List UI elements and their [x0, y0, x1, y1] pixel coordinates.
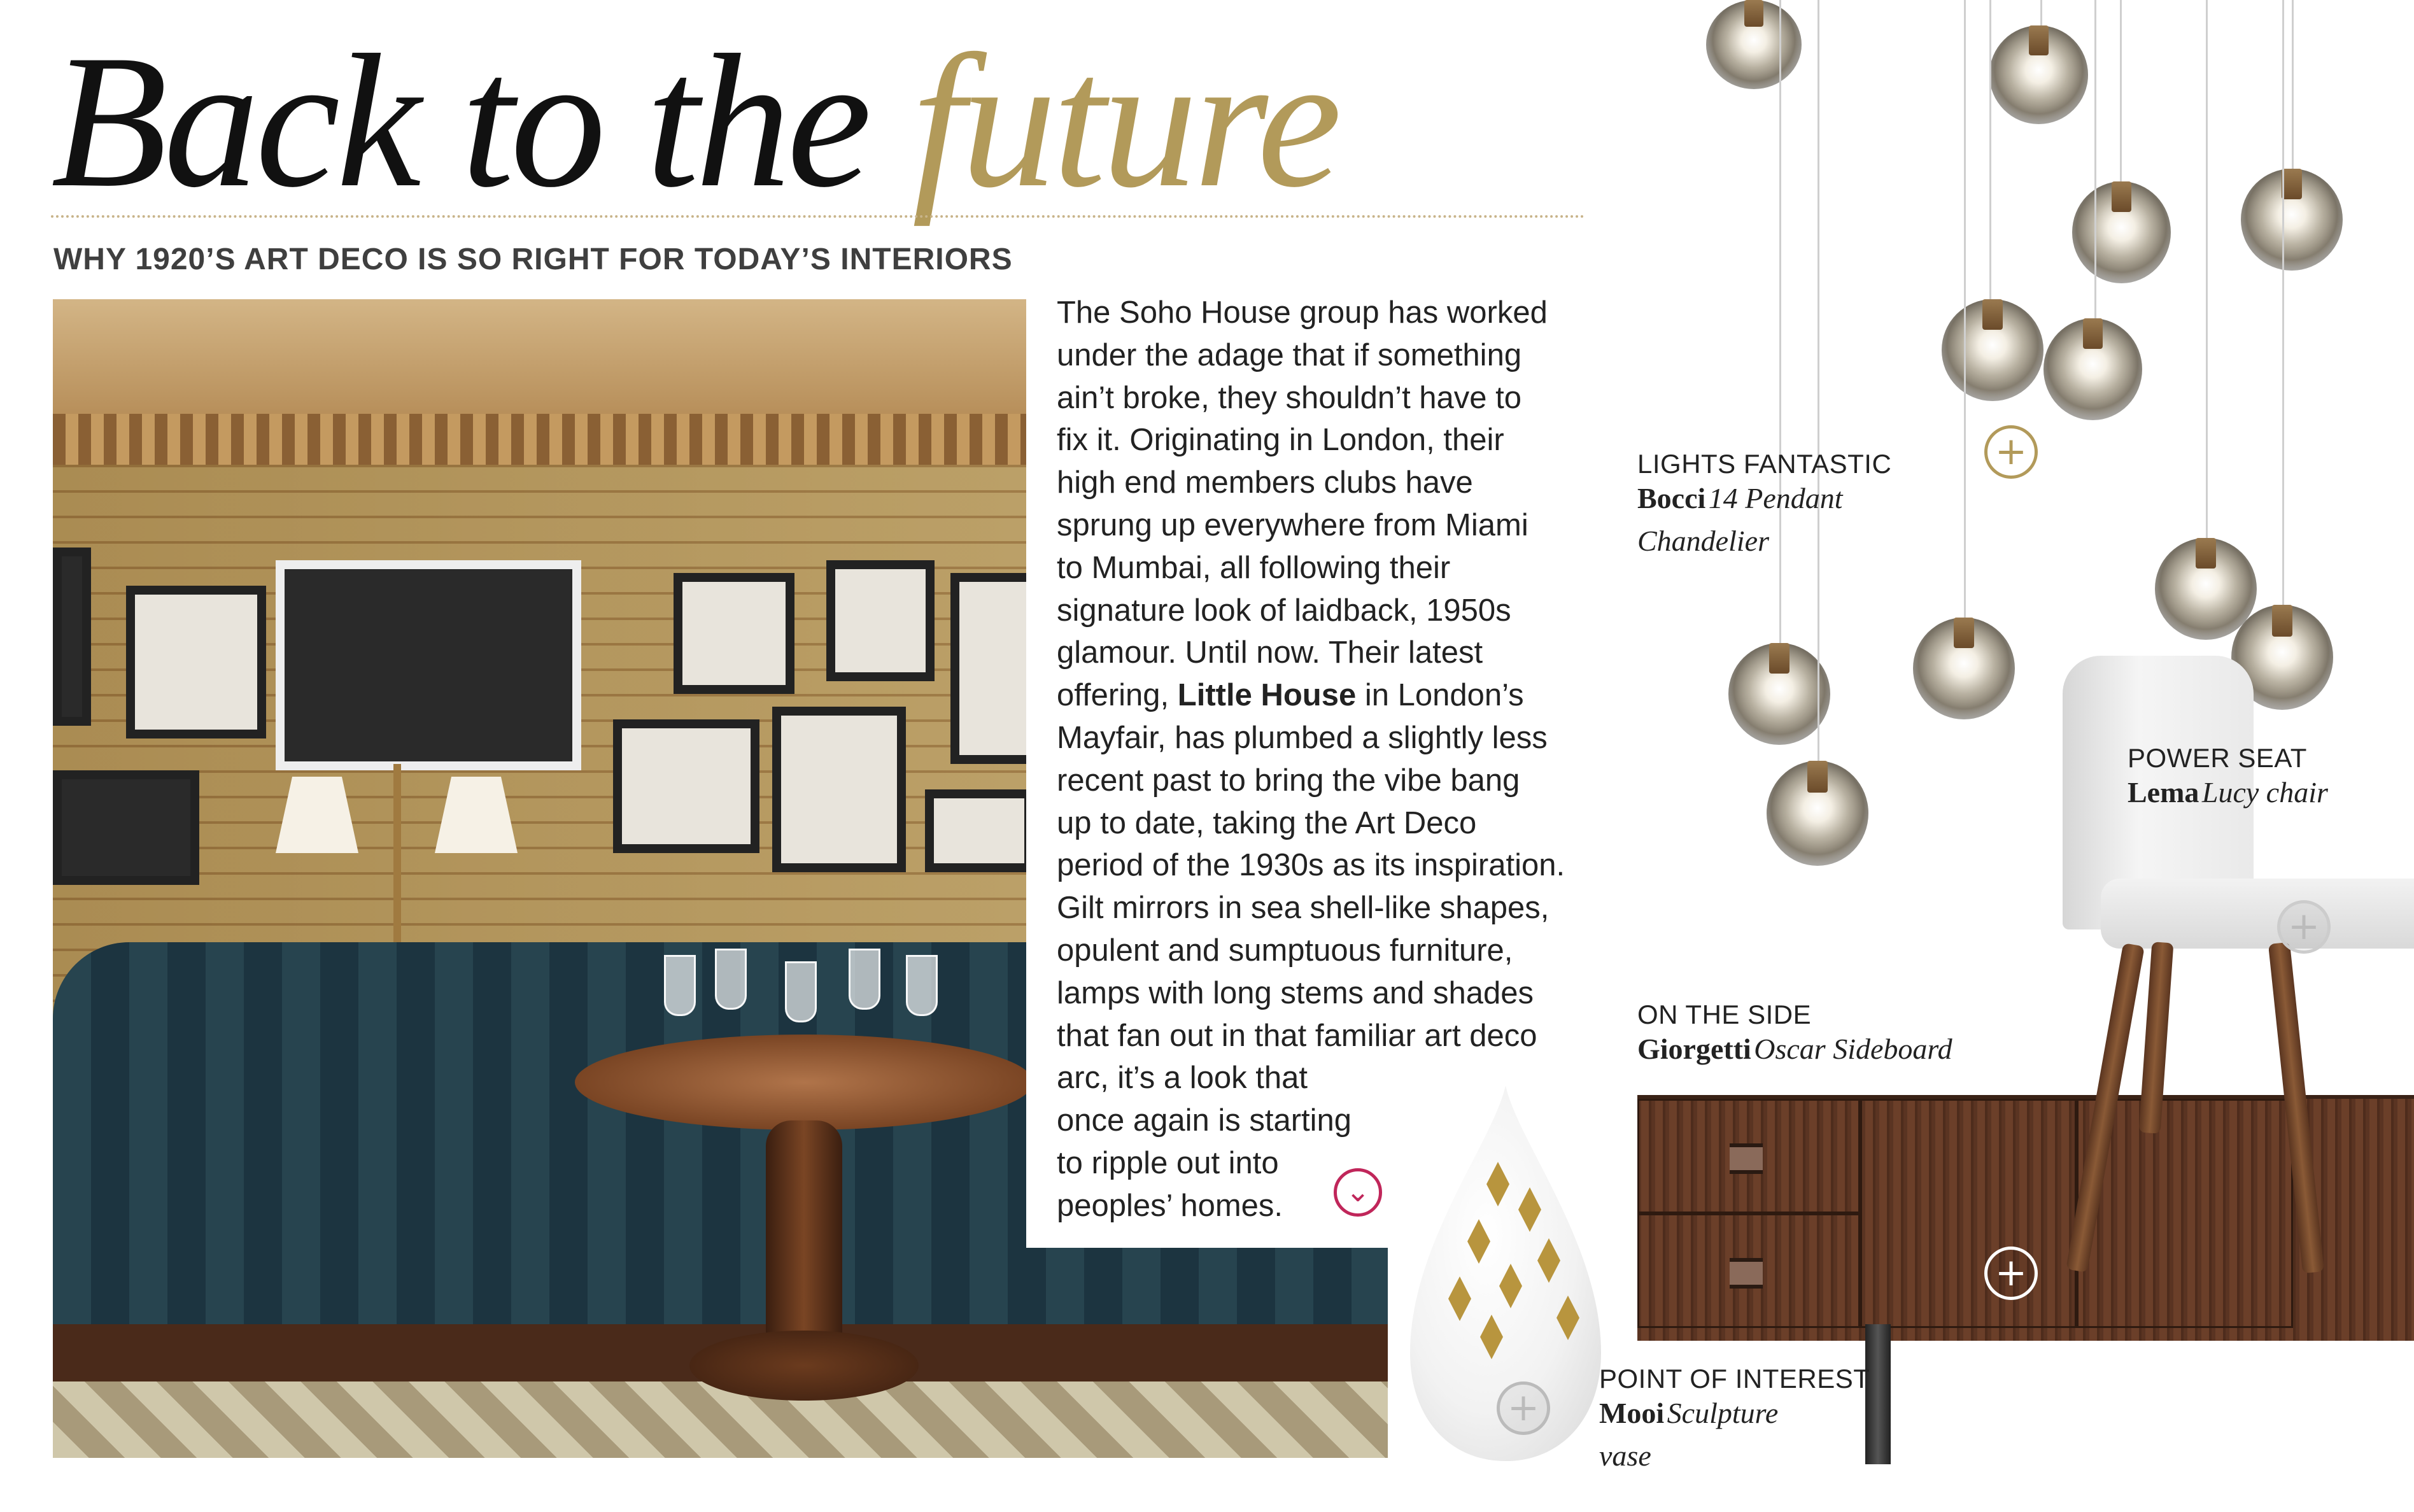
body-line: to Mumbai, all following their	[1057, 550, 1451, 585]
body-line: to ripple out into	[1057, 1145, 1279, 1180]
pendant-bulb	[2241, 169, 2343, 271]
body-line: up to date, taking the Art Deco	[1057, 805, 1477, 840]
caption-brand: Mooi	[1599, 1397, 1665, 1429]
caption-product: Chandelier	[1637, 525, 1769, 557]
photo-frame-artwork	[276, 560, 581, 770]
pendant-bulb	[2043, 318, 2142, 420]
sideboard-handle	[1730, 1143, 1763, 1174]
body-line: period of the 1930s as its inspiration.	[1057, 848, 1565, 883]
photo-frame	[925, 789, 1033, 872]
wine-glass	[715, 949, 747, 1010]
caption-product: vase	[1599, 1439, 1651, 1472]
pendant-wire	[2094, 0, 2096, 318]
body-line: ain’t broke, they shouldn’t have to	[1057, 380, 1522, 415]
subheading: WHY 1920’S ART DECO IS SO RIGHT FOR TODAY’S INTERIORS	[53, 243, 1013, 276]
body-line: Mayfair, has plumbed a slightly less	[1057, 720, 1548, 755]
round-table	[575, 1035, 1033, 1130]
caption-product: 14 Pendant	[1708, 482, 1843, 514]
lights-plus-icon[interactable]: +	[1984, 425, 2038, 479]
title-part-2: future	[912, 15, 1338, 227]
pendant-wire	[1964, 0, 1966, 618]
pendant-wire	[1818, 0, 1819, 764]
wine-glass	[785, 961, 817, 1022]
caption-name-line	[1637, 1031, 1952, 1074]
title-part-1: Back to the	[51, 15, 868, 227]
page-title	[51, 15, 1338, 227]
body-text: in London’s	[1356, 678, 1524, 713]
caption-brand: Bocci	[1637, 482, 1706, 514]
pendant-bulb	[2072, 181, 2171, 283]
caption-name-line	[1637, 481, 1891, 523]
pendant-bulb	[1989, 25, 2088, 124]
caption-name-line	[2128, 775, 2328, 817]
wine-glass	[906, 955, 938, 1016]
body-line: sprung up everywhere from Miami	[1057, 507, 1528, 542]
table-foot	[689, 1331, 919, 1401]
body-line: lamps with long stems and shades	[1057, 975, 1534, 1010]
photo-frame	[772, 707, 906, 872]
photo-frame	[674, 573, 794, 694]
photo-frame	[53, 770, 199, 885]
pendant-bulb	[1706, 0, 1802, 89]
body-line: arc, it’s a look that	[1057, 1061, 1308, 1096]
body-line: fix it. Originating in London, their	[1057, 423, 1504, 458]
wine-glass	[664, 955, 696, 1016]
pendant-wire	[2282, 0, 2284, 605]
vase-cutout	[1556, 1296, 1579, 1340]
caption-side	[1637, 998, 1952, 1074]
sideboard-door	[1860, 1099, 2077, 1328]
caption-brand: Lema	[2128, 776, 2199, 809]
body-line: The Soho House group has worked	[1057, 295, 1548, 330]
caption-label: POWER SEAT	[2128, 743, 2307, 773]
body-line: peoples’ homes.	[1057, 1188, 1283, 1223]
vase-cutout	[1518, 1187, 1541, 1232]
body-line: opulent and sumptuous furniture,	[1057, 933, 1513, 968]
body-line: Gilt mirrors in sea shell-like shapes,	[1057, 891, 1549, 926]
table-pedestal	[766, 1120, 842, 1362]
body-line: signature look of laidback, 1950s	[1057, 593, 1511, 628]
caption-label: POINT OF INTEREST	[1599, 1364, 1870, 1394]
pendant-bulb	[1942, 299, 2043, 401]
sideboard-plus-icon[interactable]: +	[1984, 1247, 2038, 1300]
pendant-wire	[2206, 0, 2208, 541]
caption-interest	[1599, 1362, 1870, 1474]
caption-label: LIGHTS FANTASTIC	[1637, 449, 1892, 479]
tiled-floor	[53, 1381, 1388, 1458]
caption-product: Oscar Sideboard	[1754, 1033, 1952, 1065]
body-line: recent past to bring the vibe bang	[1057, 763, 1520, 798]
caption-label: ON THE SIDE	[1637, 1000, 1812, 1029]
body-line: high end members clubs have	[1057, 465, 1473, 500]
vase-cutout	[1499, 1264, 1522, 1308]
body-text: offering,	[1057, 678, 1178, 713]
chair-seat	[2101, 879, 2414, 949]
pendant-wire	[2292, 0, 2294, 172]
vase-cutout	[1467, 1219, 1490, 1264]
body-line: under the adage that if something	[1057, 337, 1522, 372]
caption-brand: Giorgetti	[1637, 1033, 1751, 1065]
vase-cutout	[1448, 1276, 1471, 1321]
dotted-divider	[51, 215, 1585, 218]
caption-name-line	[1599, 1395, 1870, 1438]
caption-product: Sculpture	[1667, 1397, 1779, 1429]
chair-plus-icon[interactable]: +	[2277, 900, 2331, 954]
photo-frame	[53, 548, 91, 726]
vase-cutout	[1480, 1315, 1503, 1359]
body-line: glamour. Until now. Their latest	[1057, 635, 1483, 670]
wine-glass	[849, 949, 880, 1010]
photo-frame	[826, 560, 935, 681]
vase-cutout	[1486, 1162, 1509, 1206]
photo-frame	[613, 719, 759, 853]
body-line: that fan out in that familiar art deco	[1057, 1018, 1537, 1053]
vase-plus-icon[interactable]: +	[1497, 1381, 1550, 1435]
body-line: once again is starting	[1057, 1103, 1352, 1138]
pendant-bulb	[1767, 761, 1868, 866]
photo-frame	[126, 586, 266, 738]
pendant-wire	[2120, 0, 2122, 185]
sideboard-handle	[1730, 1258, 1763, 1289]
vase-cutout	[1537, 1238, 1560, 1283]
pendant-bulb	[1728, 643, 1830, 745]
chevron-down-icon[interactable]: ⌄	[1334, 1168, 1382, 1217]
caption-seat	[2128, 742, 2328, 817]
venue-name: Little House	[1177, 678, 1357, 713]
caption-lights	[1637, 448, 1891, 559]
pendant-wire	[1989, 0, 1991, 299]
caption-product: Lucy chair	[2201, 776, 2328, 809]
pendant-bulb	[1913, 618, 2015, 719]
article-body	[1057, 292, 1598, 1227]
body-line	[1057, 674, 1598, 717]
